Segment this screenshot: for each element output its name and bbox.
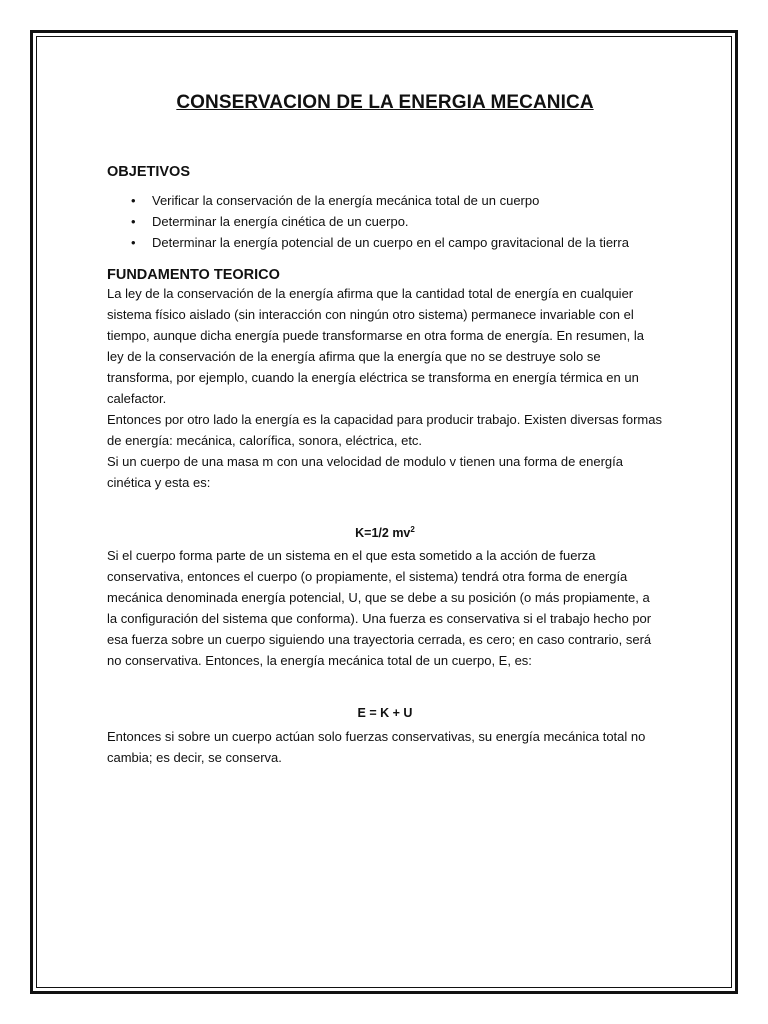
bullet-icon: • [131,235,136,250]
paragraph-potential-energy: Si el cuerpo forma parte de un sistema en el que esta sometido a la acción de fuerza conservativa, entonces el cuerpo (o propiamente, el sistema) tendrá otra forma de energía mecánica denominada energía potencial, U, que se debe a su posición (o más propiamente, a la configuración del sistema que conforma). Una fuerza es conservativa si el trabajo hecho por esa fuerza sobre un cuerpo siguiendo una trayectoria cerrada, es cero; en caso contrario, será no conservativa. Entonces, la energía mecánica total de un cuerpo, E, es: [107,548,652,668]
objective-item [107,190,663,211]
kinetic-formula-exponent: 2 [410,525,415,534]
fundamento-heading: FUNDAMENTO TEORICO [107,267,280,283]
paragraph-energy-definition: Entonces por otro lado la energía es la capacidad para producir trabajo. Existen diversas formas de energía: mecánica, calorífica, sonora, eléctrica, etc. [107,412,662,448]
paragraph-kinetic-intro: Si un cuerpo de una masa m con una velocidad de modulo v tienen una forma de energía cinética y esta es: [107,454,624,490]
paragraph-conservation-law: La ley de la conservación de la energía afirma que la cantidad total de energía en cualquier sistema físico aislado (sin interacción con ningún otro sistema) permanece invariable con el tiempo, aunque dicha energía puede transformarse en otra forma de energía. En resumen, la ley de la conservación de la energía afirma que la energía que no se destruye solo se transforma, por ejemplo, cuando la energía eléctrica se transforma en energía térmica en un calefactor. [107,286,644,406]
bullet-icon: • [131,193,136,208]
document-title: CONSERVACION DE LA ENERGIA MECANICA [176,92,594,113]
paragraph-conclusion: Entonces si sobre un cuerpo actúan solo fuerzas conservativas, su energía mecánica total no cambia; es decir, se conserva. [107,729,646,765]
objective-text: Verificar la conservación de la energía mecánica total de un cuerpo [152,193,540,208]
objective-item [107,232,663,253]
kinetic-energy-formula [107,525,663,545]
objective-text: Determinar la energía potencial de un cuerpo en el campo gravitacional de la tierra [152,235,629,250]
total-energy-formula: E = K + U [357,706,413,720]
bullet-icon: • [131,214,136,229]
objectives-heading: OBJETIVOS [107,164,190,180]
kinetic-formula-main: K=1/2 mv [355,526,411,541]
objective-text: Determinar la energía cinética de un cuerpo. [152,214,409,229]
document-body [107,90,663,768]
objectives-list [107,190,663,253]
objective-item [107,211,663,232]
